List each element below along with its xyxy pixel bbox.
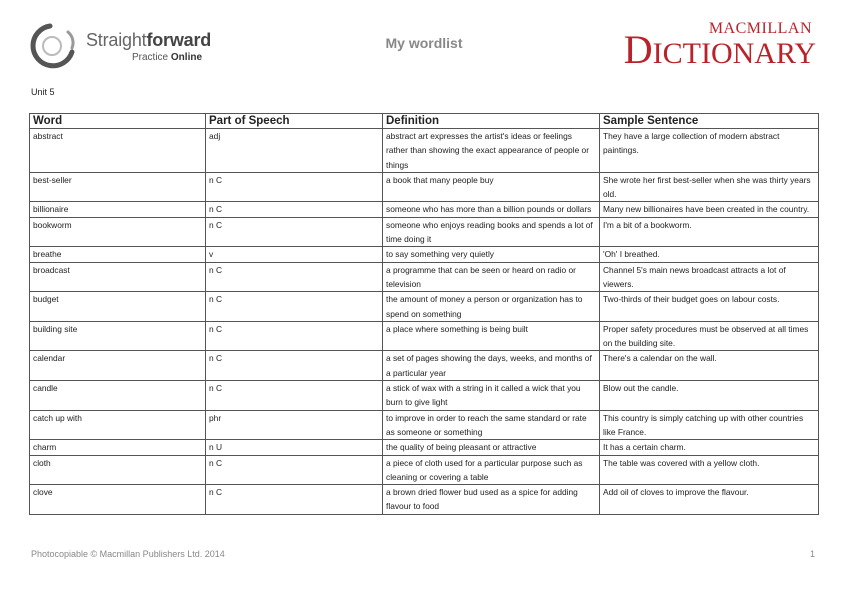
cell-word: calendar (30, 351, 206, 381)
table-row (30, 440, 819, 455)
cell-definition: a set of pages showing the days, weeks, and months of a particular year (383, 351, 600, 381)
footer-copyright: Photocopiable © Macmillan Publishers Ltd. 2014 (31, 549, 225, 559)
cell-word: building site (30, 321, 206, 351)
cell-word: candle (30, 381, 206, 411)
cell-pos: n C (206, 262, 383, 292)
cell-sentence: This country is simply catching up with other countries like France. (600, 410, 819, 440)
cell-word: breathe (30, 247, 206, 262)
logo-sub-bold: Online (170, 52, 203, 63)
cell-word: catch up with (30, 410, 206, 440)
table-row (30, 217, 819, 247)
cell-sentence: They have a large collection of modern abstract paintings. (600, 129, 819, 173)
cell-pos: n C (206, 381, 383, 411)
cell-word: clove (30, 485, 206, 515)
cell-word: charm (30, 440, 206, 455)
table-row (30, 410, 819, 440)
table-row (30, 262, 819, 292)
cell-sentence: I'm a bit of a bookworm. (600, 217, 819, 247)
macmillan-dictionary-logo (623, 20, 816, 72)
cell-word: cloth (30, 455, 206, 485)
unit-label: Unit 5 (31, 87, 55, 97)
logo-publisher: MACMILLAN (708, 20, 812, 37)
page-title: My wordlist (385, 35, 463, 51)
cell-definition: a programme that can be seen or heard on radio or television (383, 262, 600, 292)
cell-word: abstract (30, 129, 206, 173)
logo-rest: ICTIONARY (652, 37, 816, 70)
cell-pos: n C (206, 202, 383, 217)
cell-pos: n C (206, 321, 383, 351)
cell-definition: someone who enjoys reading books and spends a lot of time doing it (383, 217, 600, 247)
wordlist-table (29, 113, 819, 515)
cell-definition: a stick of wax with a string in it called a wick that you burn to give light (383, 381, 600, 411)
cell-pos: n C (206, 485, 383, 515)
table-row (30, 202, 819, 217)
cell-definition: to say something very quietly (383, 247, 600, 262)
cell-pos: n U (206, 440, 383, 455)
cell-sentence: 'Oh' I breathed. (600, 247, 819, 262)
cell-sentence: Blow out the candle. (600, 381, 819, 411)
table-row (30, 485, 819, 515)
table-row (30, 351, 819, 381)
cell-pos: n C (206, 455, 383, 485)
cell-word: billionaire (30, 202, 206, 217)
header-sample-sentence: Sample Sentence (600, 114, 819, 129)
cell-definition: someone who has more than a billion pounds or dollars (383, 202, 600, 217)
table-row (30, 172, 819, 202)
table-header-row (30, 114, 819, 129)
table-row (30, 381, 819, 411)
cell-definition: abstract art expresses the artist's ideas or feelings rather than showing the exact appearance of people or things (383, 129, 600, 173)
cell-pos: v (206, 247, 383, 262)
cell-pos: phr (206, 410, 383, 440)
cell-sentence: Many new billionaires have been created in the country. (600, 202, 819, 217)
cell-sentence: Two-thirds of their budget goes on labour costs. (600, 292, 819, 322)
cell-pos: n C (206, 351, 383, 381)
cell-sentence: The table was covered with a yellow cloth. (600, 455, 819, 485)
cell-sentence: There's a calendar on the wall. (600, 351, 819, 381)
cell-pos: n C (206, 292, 383, 322)
logo-word-light: Straight (86, 30, 147, 50)
logo-word-bold: forward (146, 30, 212, 50)
cell-word: budget (30, 292, 206, 322)
cell-pos: n C (206, 172, 383, 202)
table-row (30, 247, 819, 262)
header-part-of-speech: Part of Speech (206, 114, 383, 129)
logo-sub-light: Practice (132, 52, 171, 63)
cell-word: best-seller (30, 172, 206, 202)
cell-definition: a place where something is being built (383, 321, 600, 351)
table-row (30, 292, 819, 322)
cell-definition: a piece of cloth used for a particular purpose such as cleaning or covering a table (383, 455, 600, 485)
cell-word: bookworm (30, 217, 206, 247)
cell-definition: a book that many people buy (383, 172, 600, 202)
cell-definition: a brown dried flower bud used as a spice for adding flavour to food (383, 485, 600, 515)
table-row (30, 321, 819, 351)
cell-sentence: Proper safety procedures must be observed at all times on the building site. (600, 321, 819, 351)
cell-sentence: Channel 5's main news broadcast attracts a lot of viewers. (600, 262, 819, 292)
cell-definition: the amount of money a person or organization has to spend on something (383, 292, 600, 322)
logo-initial: D (623, 27, 653, 72)
header-definition: Definition (383, 114, 600, 129)
cell-sentence: Add oil of cloves to improve the flavour. (600, 485, 819, 515)
cell-sentence: She wrote her first best-seller when she was thirty years old. (600, 172, 819, 202)
table-row (30, 455, 819, 485)
cell-pos: adj (206, 129, 383, 173)
cell-sentence: It has a certain charm. (600, 440, 819, 455)
logo-subtitle (132, 52, 202, 63)
footer-page-number: 1 (810, 549, 816, 559)
cell-definition: the quality of being pleasant or attractive (383, 440, 600, 455)
cell-definition: to improve in order to reach the same standard or rate as someone or something (383, 410, 600, 440)
cell-word: broadcast (30, 262, 206, 292)
cell-pos: n C (206, 217, 383, 247)
header-word: Word (30, 114, 206, 129)
table-row (30, 129, 819, 173)
